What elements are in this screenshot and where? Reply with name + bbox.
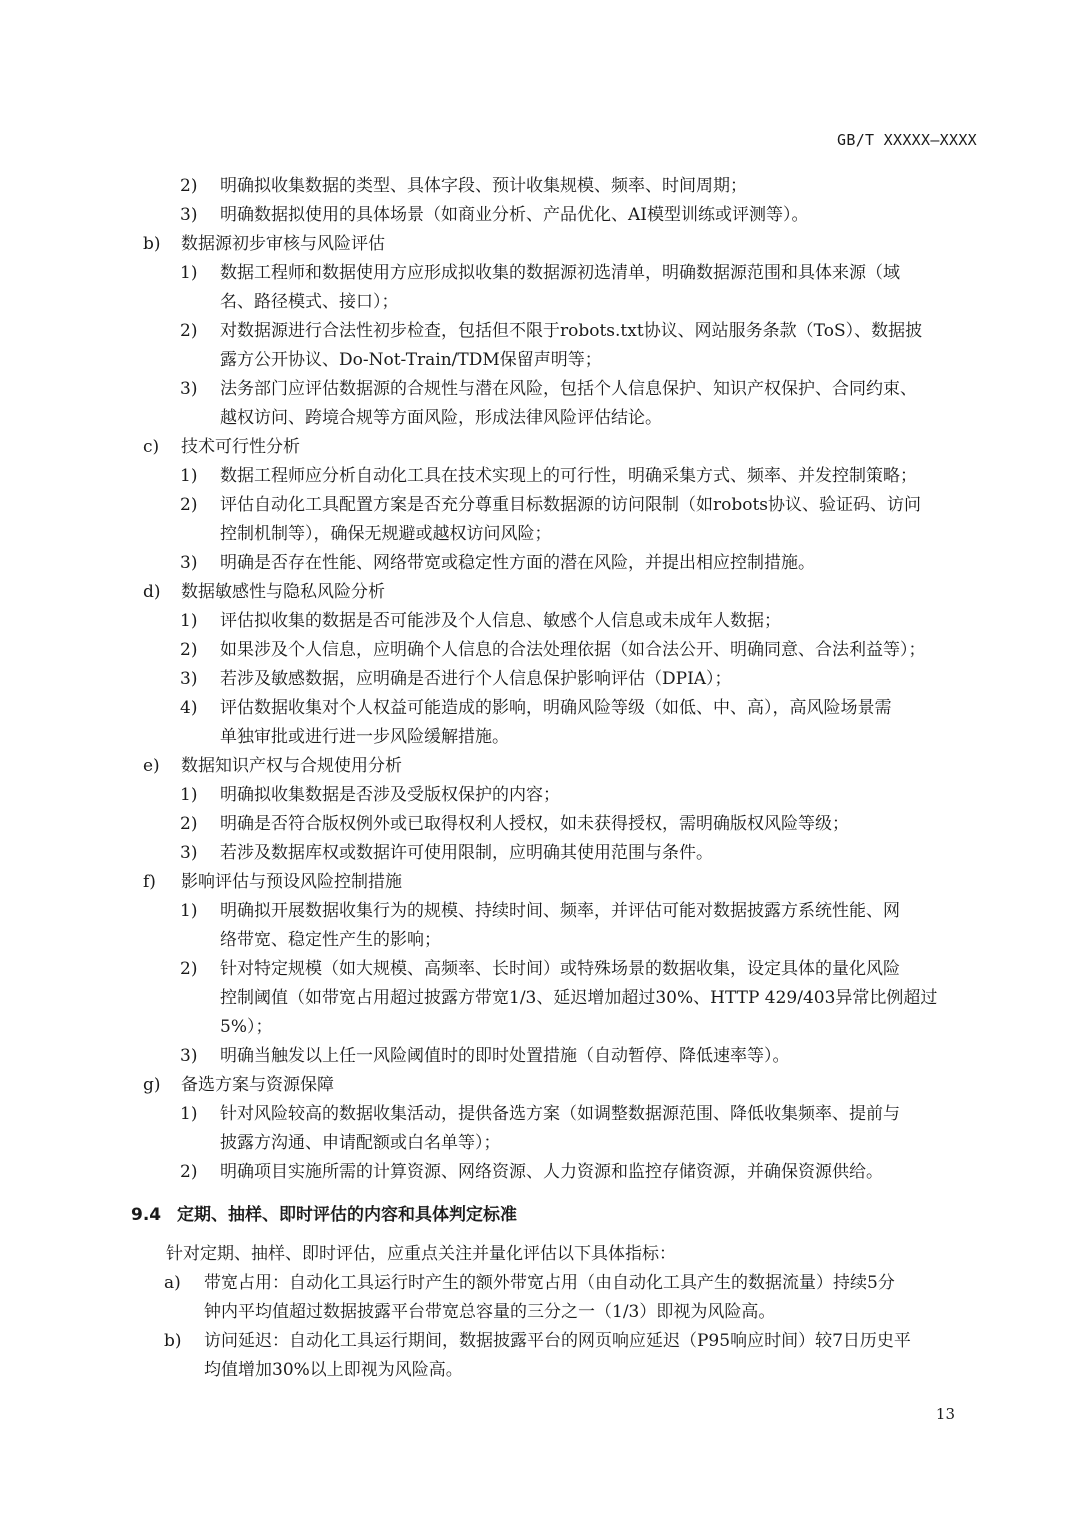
list-heading-item bbox=[0, 752, 1080, 781]
list-item-text bbox=[0, 578, 1080, 607]
list-heading-item bbox=[0, 578, 1080, 607]
list-marker: 3) bbox=[180, 205, 198, 225]
text-line: 络带宽、稳定性产生的影响； bbox=[220, 930, 441, 950]
intro-paragraph: 针对定期、抽样、即时评估，应重点关注并量化评估以下具体指标： bbox=[166, 1244, 676, 1264]
text-line: 备选方案与资源保障 bbox=[181, 1075, 334, 1095]
list-item-text bbox=[0, 375, 1080, 433]
list-marker: 3) bbox=[180, 379, 198, 399]
text-line: 如果涉及个人信息，应明确个人信息的合法处理依据（如合法公开、明确同意、合法利益等）； bbox=[220, 640, 926, 660]
text-line: 控制阈值（如带宽占用超过披露方带宽1/3、延迟增加超过30%、HTTP 429/403异常比例超过 bbox=[220, 988, 938, 1008]
text-line: 明确拟收集数据是否涉及受版权保护的内容； bbox=[220, 785, 560, 805]
text-line: 数据源初步审核与风险评估 bbox=[181, 234, 385, 254]
list-item bbox=[0, 1100, 1080, 1158]
list-item-text bbox=[0, 1042, 1080, 1071]
list-item-text bbox=[0, 868, 1080, 897]
list-item-text bbox=[0, 433, 1080, 462]
list-item bbox=[0, 462, 1080, 491]
text-line: 影响评估与预设风险控制措施 bbox=[181, 872, 402, 892]
list-item-text bbox=[0, 491, 1080, 549]
list-item-text bbox=[0, 897, 1080, 955]
list-marker: f) bbox=[143, 872, 156, 892]
page-number: 13 bbox=[935, 1405, 955, 1423]
criterion-item bbox=[0, 1327, 1080, 1385]
text-line: 数据敏感性与隐私风险分析 bbox=[181, 582, 385, 602]
list-item bbox=[0, 694, 1080, 752]
list-item bbox=[0, 810, 1080, 839]
document-code-header: GB/T XXXXX—XXXX bbox=[837, 131, 977, 149]
list-item-text bbox=[0, 607, 1080, 636]
list-item-text bbox=[0, 230, 1080, 259]
list-item-text bbox=[0, 665, 1080, 694]
list-item-text bbox=[0, 781, 1080, 810]
list-item-text bbox=[0, 1158, 1080, 1187]
list-item-text bbox=[0, 955, 1080, 1042]
text-line: 明确数据拟使用的具体场景（如商业分析、产品优化、AI模型训练或评测等）。 bbox=[220, 205, 809, 225]
text-line: 若涉及敏感数据，应明确是否进行个人信息保护影响评估（DPIA）； bbox=[220, 669, 732, 689]
text-line: 法务部门应评估数据源的合规性与潜在风险，包括个人信息保护、知识产权保护、合同约束、 bbox=[220, 379, 917, 399]
list-item bbox=[0, 665, 1080, 694]
list-item-text bbox=[0, 810, 1080, 839]
list-heading-item bbox=[0, 1071, 1080, 1100]
criterion-item bbox=[0, 1269, 1080, 1327]
text-line: 数据知识产权与合规使用分析 bbox=[181, 756, 402, 776]
criteria-list bbox=[0, 1269, 1080, 1385]
list-item bbox=[0, 172, 1080, 201]
list-marker: 1) bbox=[180, 466, 198, 486]
list-item-text bbox=[0, 317, 1080, 375]
text-line: 明确是否符合版权例外或已取得权利人授权，如未获得授权，需明确版权风险等级； bbox=[220, 814, 849, 834]
list-item bbox=[0, 1042, 1080, 1071]
list-marker: 2) bbox=[180, 495, 198, 515]
text-line: 明确是否存在性能、网络带宽或稳定性方面的潜在风险，并提出相应控制措施。 bbox=[220, 553, 815, 573]
list-item bbox=[0, 549, 1080, 578]
list-marker: 1) bbox=[180, 785, 198, 805]
list-marker: a) bbox=[164, 1273, 181, 1293]
list-item-text bbox=[0, 1327, 1080, 1385]
list-item-text bbox=[0, 1269, 1080, 1327]
list-marker: c) bbox=[143, 437, 160, 457]
list-marker: 3) bbox=[180, 843, 198, 863]
list-item-text bbox=[0, 172, 1080, 201]
text-line: 数据工程师和数据使用方应形成拟收集的数据源初选清单，明确数据源范围和具体来源（域 bbox=[220, 263, 900, 283]
text-line: 越权访问、跨境合规等方面风险，形成法律风险评估结论。 bbox=[220, 408, 662, 428]
list-marker: d) bbox=[143, 582, 161, 602]
section-heading bbox=[0, 1200, 1080, 1230]
text-line: 针对特定规模（如大规模、高频率、长时间）或特殊场景的数据收集，设定具体的量化风险 bbox=[220, 959, 900, 979]
list-heading-item bbox=[0, 433, 1080, 462]
list-marker: e) bbox=[143, 756, 160, 776]
section-number: 9.4 bbox=[131, 1205, 162, 1225]
text-line: 明确项目实施所需的计算资源、网络资源、人力资源和监控存储资源，并确保资源供给。 bbox=[220, 1162, 883, 1182]
list-item-text bbox=[0, 1100, 1080, 1158]
text-line: 评估拟收集的数据是否可能涉及个人信息、敏感个人信息或未成年人数据； bbox=[220, 611, 781, 631]
text-line: 单独审批或进行进一步风险缓解措施。 bbox=[220, 727, 509, 747]
text-line: 若涉及数据库权或数据许可使用限制，应明确其使用范围与条件。 bbox=[220, 843, 713, 863]
list-marker: 4) bbox=[180, 698, 198, 718]
list-item-text bbox=[0, 1071, 1080, 1100]
list-marker: 1) bbox=[180, 611, 198, 631]
list-item bbox=[0, 317, 1080, 375]
list-marker: 1) bbox=[180, 263, 198, 283]
list-marker: g) bbox=[143, 1075, 161, 1095]
list-item bbox=[0, 636, 1080, 665]
text-line: 针对风险较高的数据收集活动，提供备选方案（如调整数据源范围、降低收集频率、提前与 bbox=[220, 1104, 900, 1124]
list-item bbox=[0, 955, 1080, 1042]
text-line: 对数据源进行合法性初步检查，包括但不限于robots.txt协议、网站服务条款（ToS）、数据披 bbox=[220, 321, 923, 341]
list-marker: 2) bbox=[180, 176, 198, 196]
requirement-list bbox=[0, 172, 1080, 1187]
list-marker: 3) bbox=[180, 1046, 198, 1066]
text-line: 明确拟收集数据的类型、具体字段、预计收集规模、频率、时间周期； bbox=[220, 176, 747, 196]
list-marker: 2) bbox=[180, 640, 198, 660]
list-item bbox=[0, 781, 1080, 810]
list-item bbox=[0, 375, 1080, 433]
list-item bbox=[0, 201, 1080, 230]
text-line: 名、路径模式、接口）； bbox=[220, 292, 399, 312]
text-line: 均值增加30%以上即视为风险高。 bbox=[204, 1360, 463, 1380]
section-title: 定期、抽样、即时评估的内容和具体判定标准 bbox=[177, 1205, 517, 1225]
list-item bbox=[0, 839, 1080, 868]
list-item bbox=[0, 1158, 1080, 1187]
text-line: 5%）； bbox=[220, 1017, 273, 1037]
list-item-text bbox=[0, 259, 1080, 317]
list-marker: 2) bbox=[180, 1162, 198, 1182]
text-line: 评估自动化工具配置方案是否充分尊重目标数据源的访问限制（如robots协议、验证码、访问 bbox=[220, 495, 922, 515]
list-item-text bbox=[0, 201, 1080, 230]
list-marker: b) bbox=[143, 234, 161, 254]
text-line: 带宽占用：自动化工具运行时产生的额外带宽占用（由自动化工具产生的数据流量）持续5分 bbox=[204, 1273, 895, 1293]
text-line: 评估数据收集对个人权益可能造成的影响，明确风险等级（如低、中、高），高风险场景需 bbox=[220, 698, 892, 718]
list-item-text bbox=[0, 549, 1080, 578]
list-marker: 2) bbox=[180, 814, 198, 834]
text-line: 访问延迟：自动化工具运行期间，数据披露平台的网页响应延迟（P95响应时间）较7日历史平 bbox=[204, 1331, 911, 1351]
text-line: 披露方沟通、申请配额或白名单等）； bbox=[220, 1133, 501, 1153]
text-line: 露方公开协议、Do-Not-Train/TDM保留声明等； bbox=[220, 350, 602, 370]
list-marker: 1) bbox=[180, 901, 198, 921]
list-item bbox=[0, 491, 1080, 549]
list-marker: 1) bbox=[180, 1104, 198, 1124]
list-item bbox=[0, 259, 1080, 317]
list-item bbox=[0, 897, 1080, 955]
list-heading-item bbox=[0, 230, 1080, 259]
page-body bbox=[0, 172, 1080, 1385]
text-line: 技术可行性分析 bbox=[181, 437, 300, 457]
list-heading-item bbox=[0, 868, 1080, 897]
list-item-text bbox=[0, 694, 1080, 752]
text-line: 钟内平均值超过数据披露平台带宽总容量的三分之一（1/3）即视为风险高。 bbox=[204, 1302, 776, 1322]
text-line: 明确拟开展数据收集行为的规模、持续时间、频率，并评估可能对数据披露方系统性能、网 bbox=[220, 901, 900, 921]
list-marker: b) bbox=[164, 1331, 182, 1351]
list-item bbox=[0, 607, 1080, 636]
list-item-text bbox=[0, 462, 1080, 491]
list-item-text bbox=[0, 839, 1080, 868]
list-marker: 2) bbox=[180, 321, 198, 341]
text-line: 明确当触发以上任一风险阈值时的即时处置措施（自动暂停、降低速率等）。 bbox=[220, 1046, 790, 1066]
text-line: 控制机制等），确保无规避或越权访问风险； bbox=[220, 524, 552, 544]
list-marker: 2) bbox=[180, 959, 198, 979]
list-item-text bbox=[0, 636, 1080, 665]
list-marker: 3) bbox=[180, 553, 198, 573]
list-item-text bbox=[0, 752, 1080, 781]
text-line: 数据工程师应分析自动化工具在技术实现上的可行性，明确采集方式、频率、并发控制策略； bbox=[220, 466, 917, 486]
list-marker: 3) bbox=[180, 669, 198, 689]
